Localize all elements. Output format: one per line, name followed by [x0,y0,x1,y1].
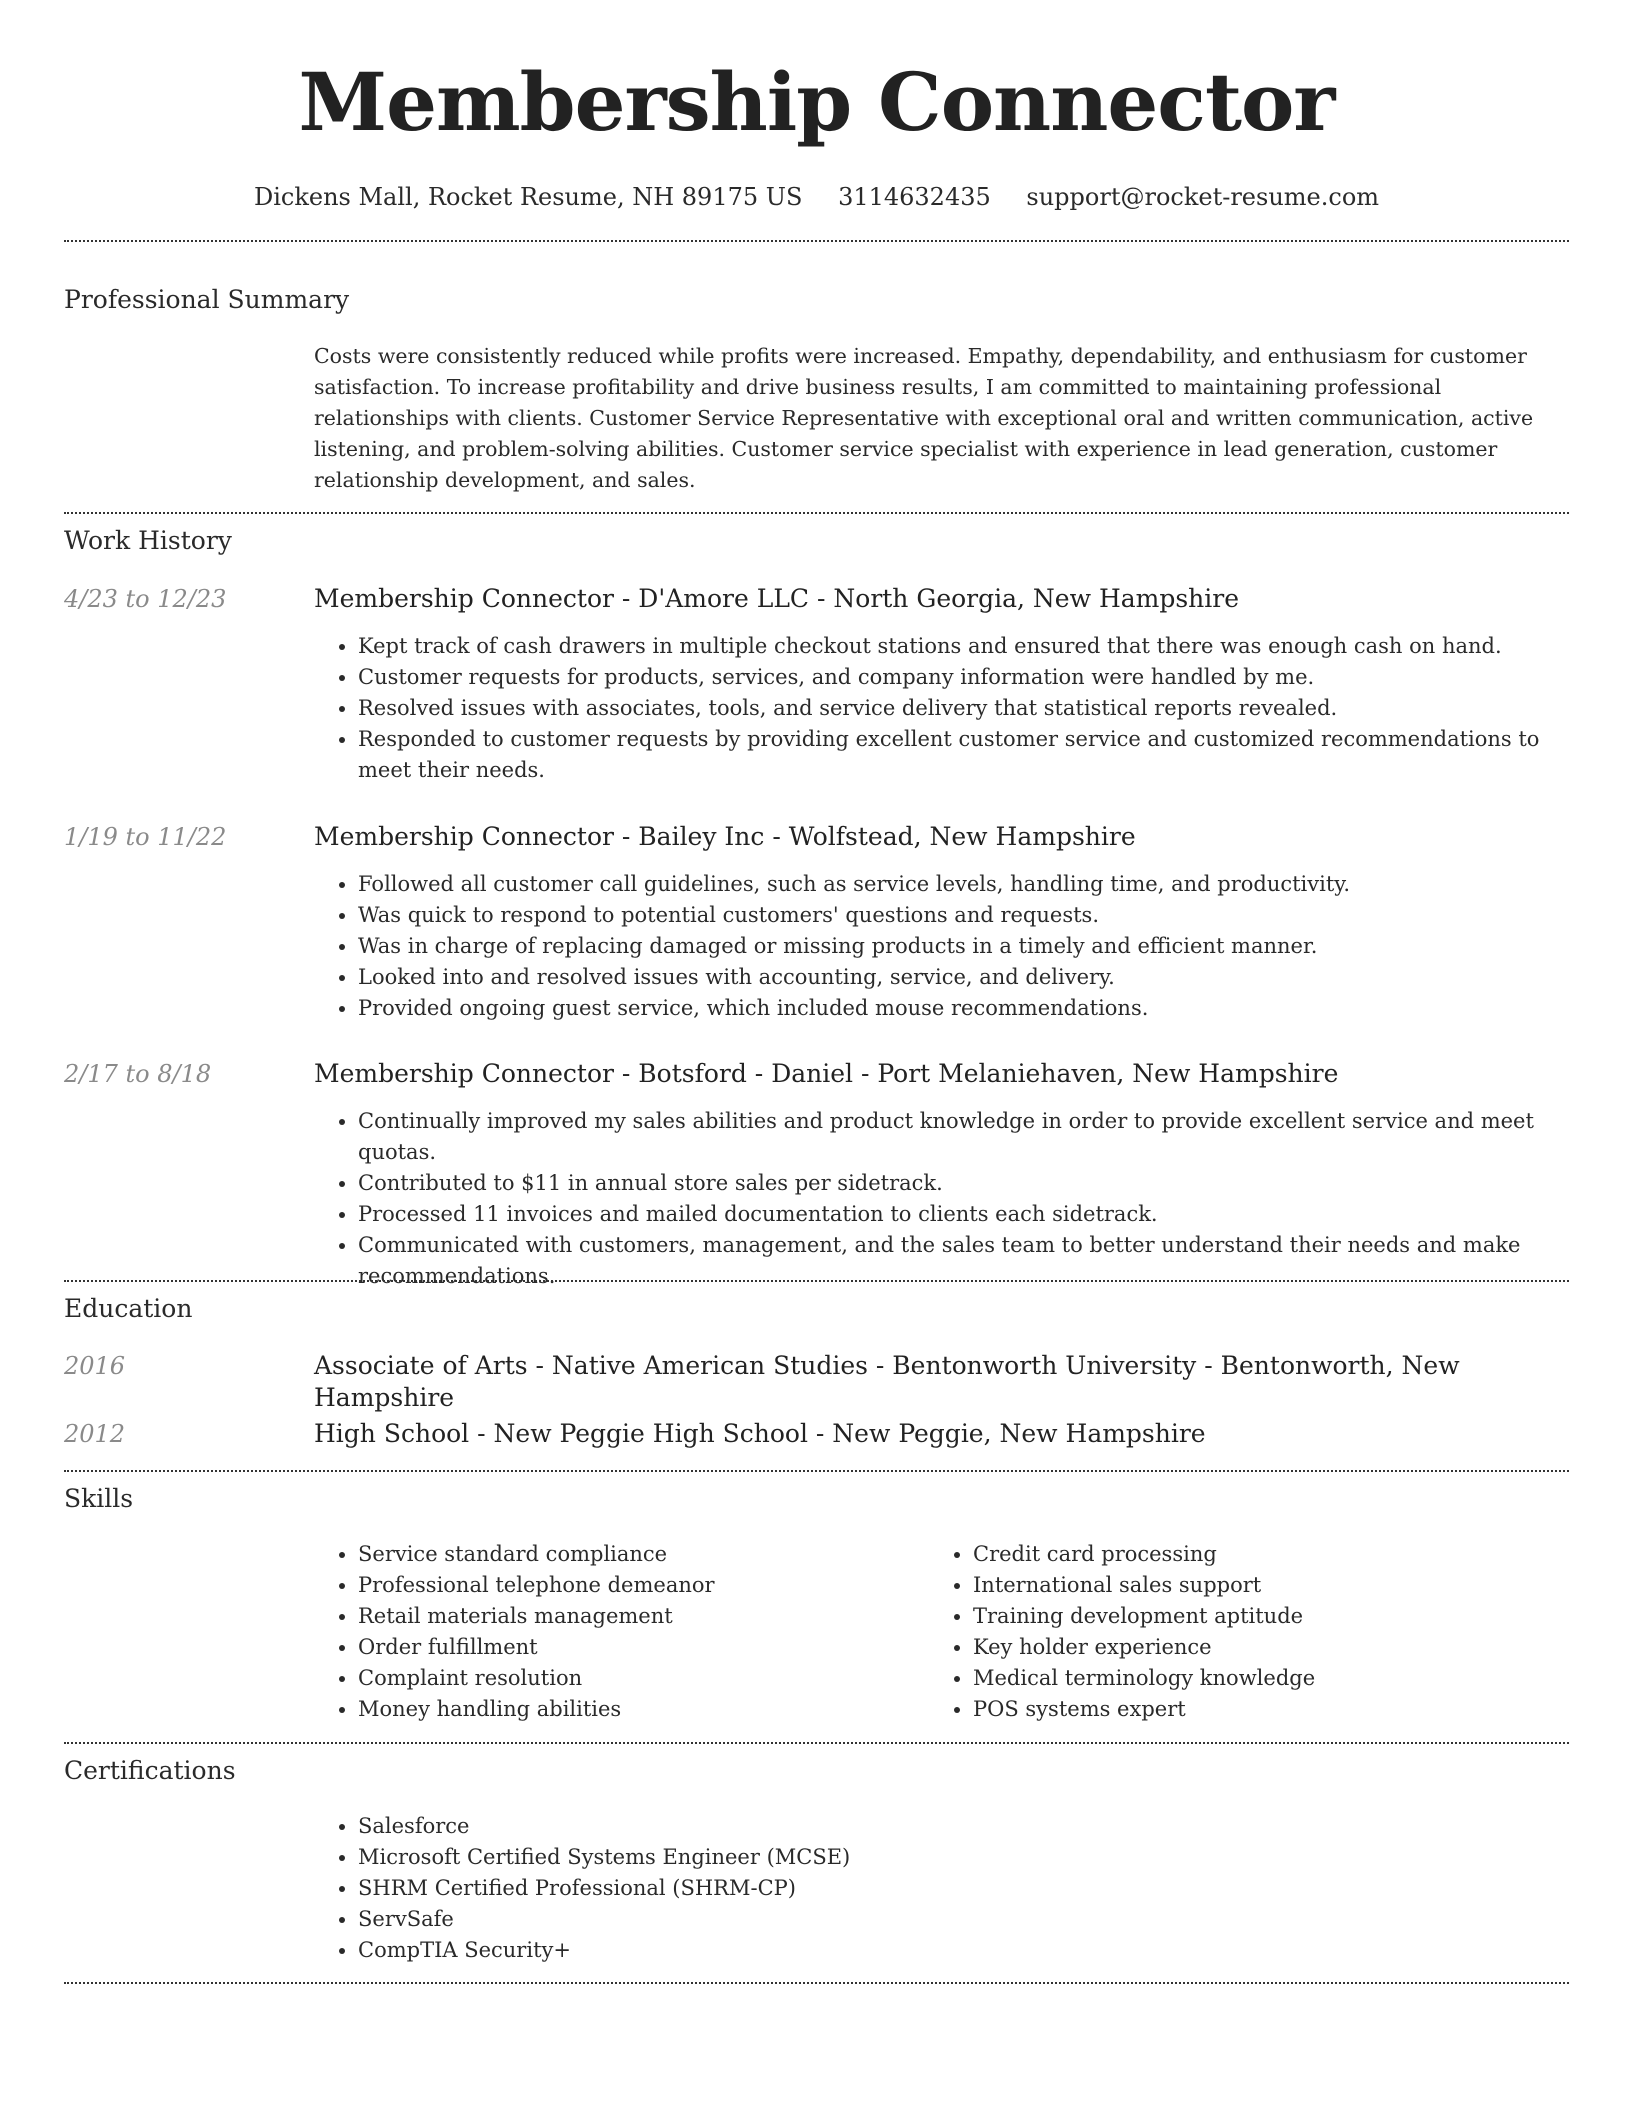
list-item: • Service standard compliance [358,1539,914,1570]
list-item: • Microsoft Certified Systems Engineer (MCSE) [358,1842,1569,1873]
divider [64,1982,1569,1984]
education-degree: Associate of Arts - Native American Studies [314,1351,868,1380]
list-item: • Training development aptitude [973,1601,1529,1632]
skills-right-column [929,1539,1529,1725]
skills-left-column [314,1539,914,1725]
list-item: • Customer requests for products, services, and company information were handled by me. [358,662,1569,693]
list-item: • Looked into and resolved issues with accounting, service, and delivery. [358,962,1569,993]
job-bullets [314,869,1569,1024]
work-heading: Work History [64,526,232,555]
job-date: 1/19 to 11/22 [64,823,227,851]
list-item: • Professional telephone demeanor [358,1570,914,1601]
job-details: - Botsford - Daniel - Port Melaniehaven, New Hampshire [613,1059,1339,1088]
skills-list [314,1539,914,1725]
email: support@rocket-resume.com [1026,183,1380,211]
list-item: • Communicated with customers, management, and the sales team to better understand their needs and make recommendations. [358,1230,1569,1292]
list-item: • Complaint resolution [358,1663,914,1694]
address: Dickens Mall, Rocket Resume, NH 89175 US [253,183,803,211]
summary-text: Costs were consistently reduced while profits were increased. Empathy, dependability, and enthusiasm for customer satisfaction. To increase profitability and drive business results, I am committed to maintaining professional relationships with clients. Customer Service Representative with exceptional oral and written communication, active listening, and problem-solving abilities. Customer service specialist with experience in lead generation, customer relationship development, and sales. [314,344,1534,492]
contact-line [64,182,1569,212]
list-item: • Was in charge of replacing damaged or missing products in a timely and efficient manner. [358,931,1569,962]
list-item: • CompTIA Security+ [358,1935,1569,1966]
job-position: Membership Connector [314,584,614,613]
list-item: • POS systems expert [973,1694,1529,1725]
certifications-list [314,1811,1569,1966]
list-item: • Contributed to $11 in annual store sales per sidetrack. [358,1168,1569,1199]
education-details: - New Peggie High School - New Peggie, New Hampshire [469,1419,1206,1448]
list-item: • Retail materials management [358,1601,914,1632]
list-item: • Order fulfillment [358,1632,914,1663]
list-item: • Followed all customer call guidelines, such as service levels, handling time, and productivity. [358,869,1569,900]
job-entry [314,583,1569,786]
job-title [314,1058,1569,1090]
job-entry [314,1058,1569,1292]
skills-list [929,1539,1529,1725]
certifications-entry [314,1811,1569,1966]
education-details: - Bentonworth University - Bentonworth, New Hampshire [314,1351,1460,1412]
education-year: 2016 [64,1352,126,1380]
list-item: • Processed 11 invoices and mailed documentation to clients each sidetrack. [358,1199,1569,1230]
list-item: • Credit card processing [973,1539,1529,1570]
list-item: • Continually improved my sales abilities and product knowledge in order to provide excellent service and meet quotas. [358,1106,1569,1168]
job-entry [314,821,1569,1024]
phone: 3114632435 [838,183,991,211]
divider [64,1280,1569,1282]
job-position: Membership Connector [314,822,614,851]
job-title [314,821,1569,853]
education-year: 2012 [64,1420,126,1448]
job-position: Membership Connector [314,1059,614,1088]
list-item: • Provided ongoing guest service, which included mouse recommendations. [358,993,1569,1024]
list-item: • Responded to customer requests by providing excellent customer service and customized recommendations to meet their needs. [358,724,1569,786]
list-item: • Kept track of cash drawers in multiple checkout stations and ensured that there was enough cash on hand. [358,631,1569,662]
job-date: 4/23 to 12/23 [64,585,227,613]
list-item: • Resolved issues with associates, tools, and service delivery that statistical reports revealed. [358,693,1569,724]
skills-heading: Skills [64,1484,134,1513]
candidate-name: Membership Connector [298,55,1335,149]
divider [64,240,1569,242]
list-item: • Medical terminology knowledge [973,1663,1529,1694]
certifications-heading: Certifications [64,1756,236,1785]
list-item: • Was quick to respond to potential customers' questions and requests. [358,900,1569,931]
list-item: • Salesforce [358,1811,1569,1842]
list-item: • Key holder experience [973,1632,1529,1663]
list-item: • ServSafe [358,1904,1569,1935]
divider [64,512,1569,514]
education-entry [314,1350,1569,1414]
education-degree: High School [314,1419,470,1448]
job-date: 2/17 to 8/18 [64,1060,212,1088]
education-heading: Education [64,1294,193,1323]
education-entry [314,1418,1569,1450]
summary-heading: Professional Summary [64,285,350,314]
job-title [314,583,1569,615]
list-item: • International sales support [973,1570,1529,1601]
job-bullets [314,631,1569,786]
list-item: • SHRM Certified Professional (SHRM-CP) [358,1873,1569,1904]
list-item: • Money handling abilities [358,1694,914,1725]
divider [64,1470,1569,1472]
resume-page [64,0,1569,1962]
divider [64,1742,1569,1744]
job-bullets [314,1106,1569,1292]
job-details: - D'Amore LLC - North Georgia, New Hampshire [613,584,1240,613]
job-details: - Bailey Inc - Wolfstead, New Hampshire [613,822,1136,851]
